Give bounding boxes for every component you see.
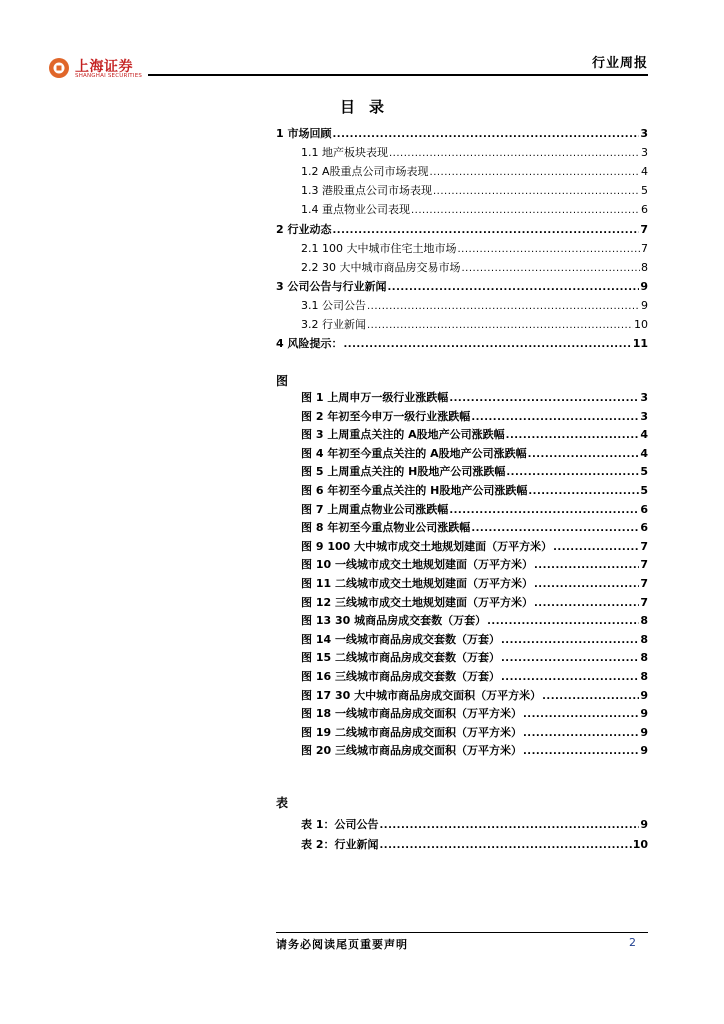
page-number: 2	[629, 936, 636, 949]
dot-leader	[411, 203, 640, 219]
toc-entry-label: 图 3 上周重点关注的 A股地产公司涨跌幅	[301, 428, 505, 442]
dot-leader	[534, 558, 639, 574]
dot-leader	[523, 707, 639, 723]
dot-leader	[379, 818, 639, 834]
toc-entry[interactable]	[301, 241, 648, 257]
toc-entry[interactable]	[301, 145, 648, 161]
toc-entry-page: 7	[640, 222, 648, 236]
toc-entry-label: 图 16 三线城市商品房成交套数（万套）	[301, 670, 500, 683]
toc-entry-page: 9	[640, 725, 648, 739]
toc-entry-label: 1.1 地产板块表现	[301, 146, 388, 160]
dot-leader	[487, 614, 639, 630]
toc-entry[interactable]	[301, 390, 648, 406]
toc-entry[interactable]	[301, 688, 648, 704]
toc-entry[interactable]	[301, 632, 648, 648]
dot-leader	[343, 337, 631, 353]
toc-entry[interactable]	[301, 502, 648, 518]
toc-entry-page: 8	[641, 260, 648, 274]
toc-entry-page: 11	[632, 337, 648, 351]
toc-entry[interactable]	[301, 520, 648, 536]
toc-entry-label: 1.3 港股重点公司市场表现	[301, 184, 432, 198]
toc-entry-page: 9	[640, 707, 648, 721]
dot-leader	[534, 596, 639, 612]
toc-entry[interactable]	[301, 183, 648, 199]
toc-entry-page: 8	[640, 670, 648, 683]
toc-entry[interactable]	[301, 202, 648, 218]
toc-entry-label: 图 9 100 大中城市成交土地规划建面（万平方米）	[301, 539, 553, 553]
dot-leader	[501, 670, 639, 686]
toc-entry-label: 1.2 A股重点公司市场表现	[301, 165, 429, 179]
dot-leader	[461, 261, 640, 277]
toc-entry-label: 1.4 重点物业公司表现	[301, 203, 410, 217]
dot-leader	[332, 127, 639, 143]
toc-entry-page: 7	[640, 595, 648, 609]
toc-entry-label: 图 15 二线城市商品房成交套数（万套）	[301, 651, 500, 665]
toc-entry-label: 2 行业动态	[276, 222, 332, 236]
toc-entry-label: 图 17 30 大中城市商品房成交面积（万平方米）	[301, 688, 542, 702]
toc-entry-page: 3	[640, 409, 648, 423]
toc-entry[interactable]	[301, 483, 648, 499]
toc-entry[interactable]	[301, 650, 648, 666]
toc-entry-label: 3.1 公司公告	[301, 298, 366, 312]
dot-leader	[528, 447, 640, 463]
logo-emblem-icon	[48, 57, 70, 79]
toc-entry[interactable]	[301, 817, 648, 833]
dot-leader	[553, 540, 639, 556]
toc-entry-page: 3	[641, 146, 648, 160]
toc-entry-page: 3	[640, 391, 648, 404]
toc-entry-page: 4	[641, 165, 648, 179]
dot-leader	[430, 165, 640, 181]
figures-heading: 图	[276, 374, 289, 388]
dot-leader	[387, 280, 639, 296]
toc-entry-page: 9	[640, 744, 648, 758]
toc-entry-page: 9	[640, 818, 648, 831]
footer-divider	[276, 932, 648, 933]
toc-entry-label: 2.2 30 大中城市商品房交易市场	[301, 260, 461, 274]
toc-entry-label: 3 公司公告与行业新闻	[276, 279, 387, 293]
toc-entry-label: 图 12 三线城市成交土地规划建面（万平方米）	[301, 595, 533, 609]
header-divider	[148, 74, 648, 76]
toc-entry-page: 5	[640, 484, 648, 497]
toc-entry-label: 4 风险提示：	[276, 337, 343, 351]
dot-leader	[433, 184, 640, 200]
toc-entry-label: 图 20 三线城市商品房成交面积（万平方米）	[301, 744, 522, 758]
dot-leader	[449, 503, 639, 519]
toc-entry-page: 6	[640, 521, 648, 535]
toc-entry-page: 8	[640, 651, 648, 665]
dot-leader	[457, 242, 640, 258]
toc-entry-label: 1 市场回顾	[276, 127, 332, 140]
toc-entry[interactable]	[301, 298, 648, 314]
toc-entry[interactable]	[276, 126, 648, 142]
toc-entry[interactable]	[301, 464, 648, 480]
toc-entry-label: 图 7 上周重点物业公司涨跌幅	[301, 502, 449, 516]
toc-entry-label: 图 2 年初至今申万一级行业涨跌幅	[301, 409, 471, 423]
toc-entry-label: 表 1：公司公告	[301, 818, 379, 831]
toc-entry-label: 2.1 100 大中城市住宅土地市场	[301, 241, 457, 255]
toc-title: 目录	[339, 98, 398, 116]
toc-entry[interactable]	[301, 613, 648, 629]
toc-entry[interactable]	[301, 743, 648, 759]
toc-entry-page: 5	[641, 184, 648, 198]
dot-leader	[534, 577, 639, 593]
toc-entry[interactable]	[276, 336, 648, 352]
dot-leader	[367, 318, 633, 334]
toc-entry-label: 3.2 行业新闻	[301, 318, 366, 331]
toc-entry-label: 图 18 一线城市商品房成交面积（万平方米）	[301, 707, 522, 721]
toc-entry[interactable]	[276, 279, 648, 295]
toc-entry-page: 10	[634, 318, 648, 331]
toc-entry-label: 图 10 一线城市成交土地规划建面（万平方米）	[301, 558, 533, 572]
toc-entry-label: 图 19 二线城市商品房成交面积（万平方米）	[301, 725, 522, 739]
toc-entry-label: 表 2：行业新闻	[301, 838, 379, 851]
dot-leader	[506, 428, 640, 444]
toc-entry-page: 8	[640, 632, 648, 646]
toc-entry-page: 7	[640, 558, 648, 572]
toc-entry[interactable]	[301, 837, 648, 853]
toc-entry-label: 图 14 一线城市商品房成交套数（万套）	[301, 632, 500, 646]
toc-entry-label: 图 6 年初至今重点关注的 H股地产公司涨跌幅	[301, 484, 528, 497]
toc-entry[interactable]	[301, 706, 648, 722]
toc-entry-page: 9	[640, 688, 648, 702]
toc-entry-label: 图 5 上周重点关注的 H股地产公司涨跌幅	[301, 465, 506, 479]
toc-entry-page: 7	[640, 539, 648, 553]
toc-entry-label: 图 13 30 城商品房成交套数（万套）	[301, 614, 487, 628]
dot-leader	[506, 465, 639, 481]
logo-subtext: SHANGHAI SECURITIES	[75, 73, 143, 79]
dot-leader	[542, 689, 639, 705]
dot-leader	[523, 744, 639, 760]
toc-entry[interactable]	[301, 409, 648, 425]
dot-leader	[332, 223, 639, 239]
toc-entry-page: 6	[641, 203, 648, 217]
dot-leader	[471, 410, 639, 426]
toc-entry-page: 7	[641, 241, 648, 255]
toc-entry[interactable]	[301, 576, 648, 592]
toc-entry-page: 8	[640, 614, 648, 628]
toc-entry[interactable]	[301, 669, 648, 685]
toc-entry[interactable]	[276, 222, 648, 238]
toc-entry[interactable]	[301, 725, 648, 741]
toc-entry-label: 图 1 上周申万一级行业涨跌幅	[301, 391, 449, 404]
toc-entry-page: 9	[641, 298, 648, 312]
toc-entry[interactable]	[301, 164, 648, 180]
dot-leader	[501, 633, 639, 649]
toc-entry[interactable]	[301, 427, 648, 443]
dot-leader	[379, 838, 631, 854]
toc-entry[interactable]	[301, 539, 648, 555]
toc-entry-page: 10	[632, 838, 648, 851]
toc-entry[interactable]	[301, 446, 648, 462]
toc-entry[interactable]	[301, 317, 648, 333]
dot-leader	[528, 484, 639, 500]
toc-entry[interactable]	[301, 557, 648, 573]
toc-entry-page: 4	[640, 428, 648, 442]
tables-heading: 表	[276, 796, 289, 810]
disclaimer-note: 请务必阅读尾页重要声明	[276, 938, 408, 951]
logo-text: 上海证券	[75, 59, 133, 75]
report-type-title: 行业周报	[591, 56, 648, 71]
toc-entry-page: 6	[640, 502, 648, 516]
toc-entry-page: 4	[640, 446, 648, 460]
toc-entry[interactable]	[301, 595, 648, 611]
toc-entry[interactable]	[301, 260, 648, 276]
dot-leader	[471, 521, 639, 537]
toc-entry-page: 5	[640, 465, 648, 479]
toc-entry-label: 图 8 年初至今重点物业公司涨跌幅	[301, 521, 471, 535]
brand-logo	[48, 56, 148, 84]
dot-leader	[523, 726, 639, 742]
toc-entry-page: 3	[640, 127, 648, 140]
toc-entry-page: 9	[640, 279, 648, 293]
toc-entry-label: 图 4 年初至今重点关注的 A股地产公司涨跌幅	[301, 446, 527, 460]
dot-leader	[389, 146, 640, 162]
toc-entry-page: 7	[640, 577, 648, 590]
dot-leader	[449, 391, 639, 407]
toc-entry-label: 图 11 二线城市成交土地规划建面（万平方米）	[301, 577, 533, 590]
dot-leader	[501, 651, 639, 667]
dot-leader	[367, 299, 640, 315]
